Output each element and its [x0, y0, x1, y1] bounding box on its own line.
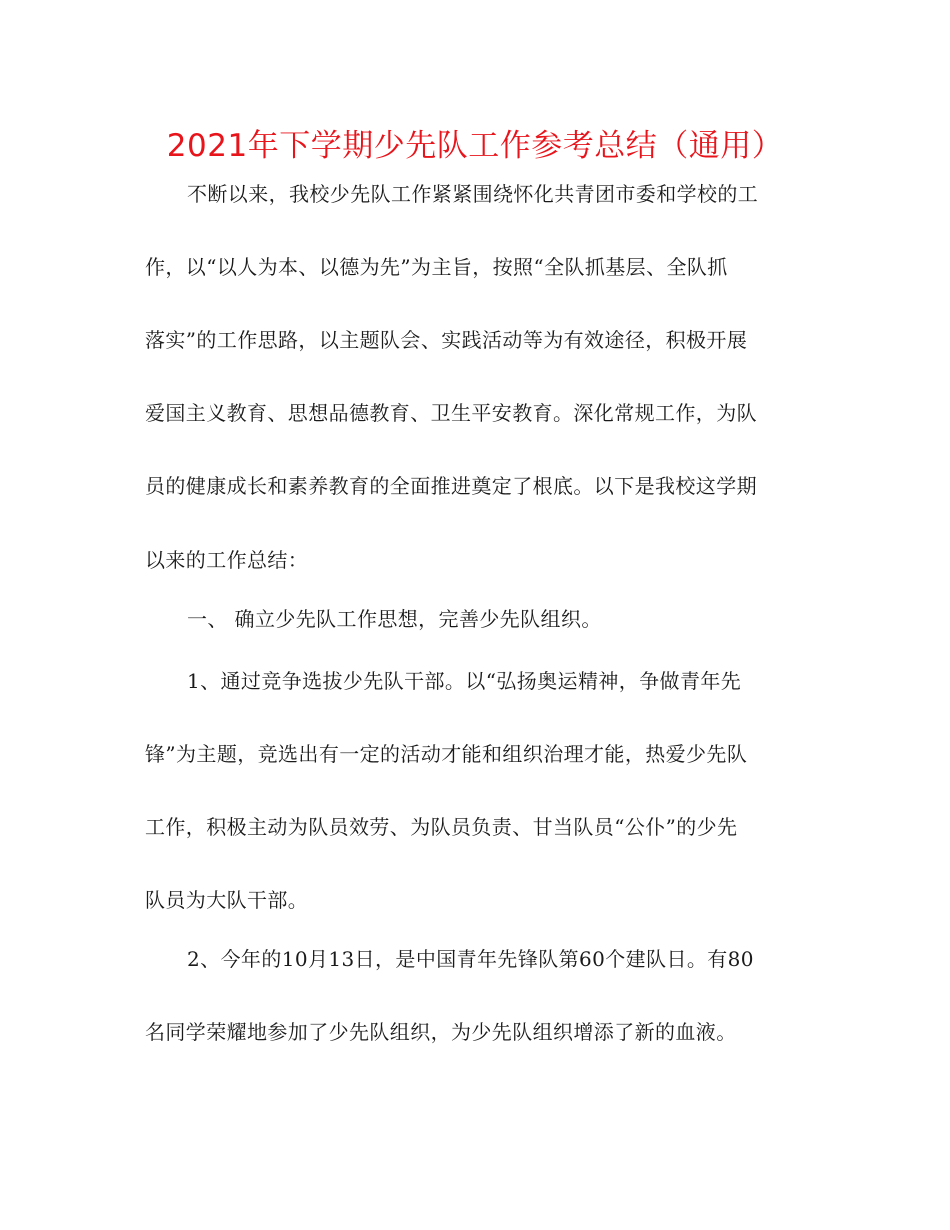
paragraph-line: 员的健康成长和素养教育的全面推进奠定了根底。以下是我校这学期 [145, 474, 757, 498]
paragraph-line: 锋”为主题，竞选出有一定的活动才能和组织治理才能，热爱少先队 [145, 742, 748, 766]
paragraph-line: 1、通过竞争选拔少先队干部。以“弘扬奥运精神，争做青年先 [187, 669, 742, 693]
paragraph-line: 名同学荣耀地参加了少先队组织，为少先队组织增添了新的血液。 [145, 1020, 737, 1044]
paragraph-line: 作，以“以人为本、以德为先”为主旨，按照“全队抓基层、全队抓 [145, 255, 728, 279]
paragraph-line: 落实”的工作思路，以主题队会、实践活动等为有效途径，积极开展 [145, 328, 748, 352]
paragraph-line: 2、今年的10月13日，是中国青年先锋队第60个建队日。有80 [187, 947, 754, 971]
paragraph-line: 工作，积极主动为队员效劳、为队员负责、甘当队员“公仆”的少先 [145, 815, 738, 839]
paragraph-line: 不断以来，我校少先队工作紧紧围绕怀化共青团市委和学校的工 [187, 182, 759, 206]
paragraph-line: 队员为大队干部。 [145, 888, 309, 912]
section-heading: 一、 确立少先队工作思想，完善少先队组织。 [187, 607, 602, 631]
document-title: 2021年下学期少先队工作参考总结（通用） [166, 128, 784, 164]
paragraph-line: 以来的工作总结： [145, 548, 309, 572]
paragraph-line: 爱国主义教育、思想品德教育、卫生平安教育。深化常规工作，为队 [145, 401, 757, 425]
